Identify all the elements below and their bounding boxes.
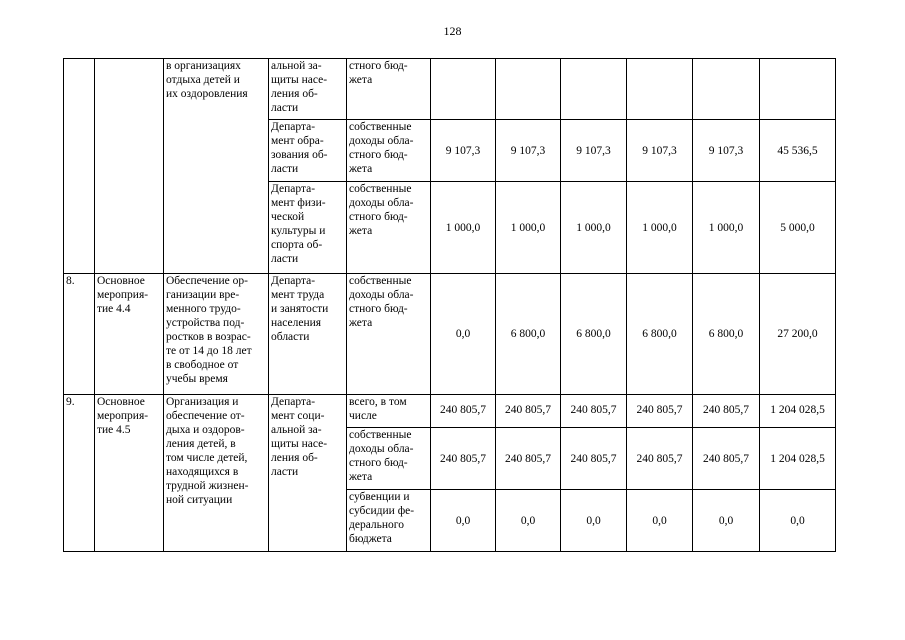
value-cell: 9 107,3: [693, 120, 760, 182]
value-cell: 240 805,7: [693, 428, 760, 490]
funding-source-cell: собственные доходы обла- стного бюд- жета: [347, 274, 431, 395]
executor-cell: альной за- щиты насе- ления об- ласти: [269, 59, 347, 120]
funding-source-cell: стного бюд- жета: [347, 59, 431, 120]
value-cell: 1 000,0: [693, 182, 760, 274]
value-cell: 240 805,7: [693, 395, 760, 428]
value-cell: 240 805,7: [431, 395, 496, 428]
value-cell: 240 805,7: [496, 395, 561, 428]
value-cell: [561, 59, 627, 120]
value-cell: [693, 59, 760, 120]
value-cell: 9 107,3: [431, 120, 496, 182]
value-cell: 0,0: [431, 490, 496, 552]
value-cell: 240 805,7: [561, 395, 627, 428]
value-cell: 6 800,0: [627, 274, 693, 395]
funding-source-cell: собственные доходы обла- стного бюд- жета: [347, 120, 431, 182]
event-cell: Основное мероприя- тие 4.5: [95, 395, 164, 552]
row-number-cell: [64, 59, 95, 274]
executor-cell: Департа- мент соци- альной за- щиты насе- ления об- ласти: [269, 395, 347, 552]
total-cell: 1 204 028,5: [760, 428, 836, 490]
value-cell: 6 800,0: [693, 274, 760, 395]
executor-cell: Департа- мент физи- ческой культуры и спорта об- ласти: [269, 182, 347, 274]
total-cell: 27 200,0: [760, 274, 836, 395]
executor-cell: Департа- мент труда и занятости населения области: [269, 274, 347, 395]
value-cell: 0,0: [431, 274, 496, 395]
value-cell: 1 000,0: [496, 182, 561, 274]
total-cell: 1 204 028,5: [760, 395, 836, 428]
value-cell: 240 805,7: [627, 395, 693, 428]
page-number: 128: [443, 24, 462, 38]
row-number-cell: 8.: [64, 274, 95, 395]
event-name-cell: Организация и обеспечение от- дыха и оздоров- ления детей, в том числе детей, находящихся в трудной жизнен- ной ситуации: [164, 395, 269, 552]
total-cell: 0,0: [760, 490, 836, 552]
event-cell: [95, 59, 164, 274]
budget-table: [63, 58, 836, 552]
value-cell: 6 800,0: [561, 274, 627, 395]
value-cell: 0,0: [496, 490, 561, 552]
value-cell: [496, 59, 561, 120]
event-name-cell: Обеспечение ор- ганизации вре- менного трудо- устройства под- ростков в возрас- те от 14 до 18 лет в свободное от учебы время: [164, 274, 269, 395]
total-cell: 5 000,0: [760, 182, 836, 274]
value-cell: 6 800,0: [496, 274, 561, 395]
table-row: [64, 59, 836, 120]
funding-source-cell: собственные доходы обла- стного бюд- жета: [347, 428, 431, 490]
value-cell: 9 107,3: [627, 120, 693, 182]
funding-source-cell: собственные доходы обла- стного бюд- жета: [347, 182, 431, 274]
event-name-cell: в организациях отдыха детей и их оздоровления: [164, 59, 269, 274]
funding-source-cell: субвенции и субсидии фе- дерального бюджета: [347, 490, 431, 552]
row-number-cell: 9.: [64, 395, 95, 552]
value-cell: 0,0: [693, 490, 760, 552]
total-cell: 45 536,5: [760, 120, 836, 182]
value-cell: 0,0: [561, 490, 627, 552]
value-cell: 240 805,7: [627, 428, 693, 490]
value-cell: 240 805,7: [431, 428, 496, 490]
value-cell: 1 000,0: [561, 182, 627, 274]
value-cell: 1 000,0: [627, 182, 693, 274]
total-cell: [760, 59, 836, 120]
value-cell: 9 107,3: [561, 120, 627, 182]
event-cell: Основное мероприя- тие 4.4: [95, 274, 164, 395]
value-cell: 0,0: [627, 490, 693, 552]
funding-source-cell: всего, в том числе: [347, 395, 431, 428]
value-cell: 240 805,7: [561, 428, 627, 490]
executor-cell: Департа- мент обра- зования об- ласти: [269, 120, 347, 182]
value-cell: [431, 59, 496, 120]
value-cell: 1 000,0: [431, 182, 496, 274]
value-cell: [627, 59, 693, 120]
table-row: [64, 395, 836, 428]
table-row: [64, 274, 836, 395]
value-cell: 9 107,3: [496, 120, 561, 182]
value-cell: 240 805,7: [496, 428, 561, 490]
